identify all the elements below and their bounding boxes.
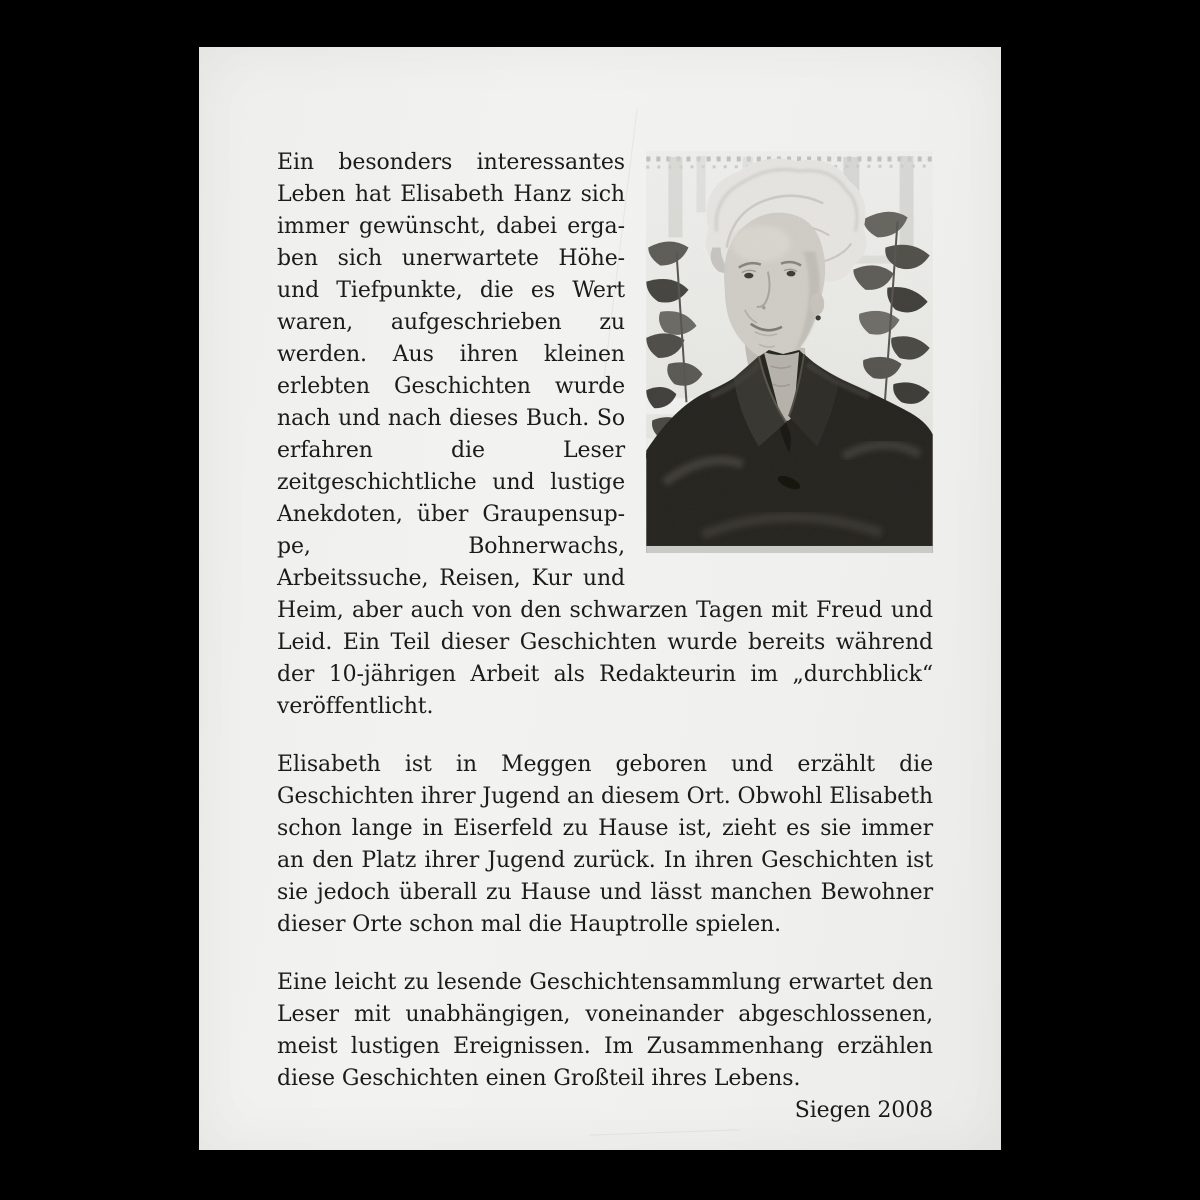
closing-paragraph: Eine leicht zu lesende Geschichtensammlung erwartet den Leser mit unabhängigen, voneinander abgeschlossenen, meist lustigen Ereignissen. Im Zusammenhang erzählen diese Geschichten einen Großteil ihres Lebens. <box>277 970 933 1091</box>
intro-paragraph: Ein besonders interessantes Leben hat Elisabeth Hanz sich immer gewünscht, dabei ergaben sich unerwartete Höhe- und Tiefpunkte, die es Wert waren, aufgeschrieben zu werden. Aus ihren kleinen erlebten Geschichten wurde nach und nach dieses Buch. So erfahren die Leser zeitgeschichtliche und lustige Anekdoten, über Graupensuppe, Bohnerwachs, Arbeitssuche, Reisen, Kur und Heim, aber auch von den schwarzen Tagen mit Freud und Leid. Ein Teil dieser Geschichten wurde bereits während der 10-jährigen Arbeit als Redakteurin im „durchblick“ veröffentlicht. <box>277 150 933 719</box>
origin-paragraph: Elisabeth ist in Meggen geboren und erzählt die Geschichten ihrer Jugend an diesem Ort. Obwohl Elisabeth schon lange in Eiserfeld zu Hause ist, zieht es sie immer an den Platz ihrer Jugend zurück. In ihren Geschichten ist sie jedoch überall zu Hause und lässt manchen Bewohner dieser Orte schon mal die Hauptrolle spielen. <box>277 752 933 937</box>
portrait-photo-art <box>646 151 933 553</box>
portrait-photo <box>646 151 933 553</box>
place-date-signature: Siegen 2008 <box>794 1098 933 1123</box>
page-content <box>277 147 933 1127</box>
scan-scratch <box>589 1129 739 1135</box>
photo-grain <box>646 151 932 553</box>
book-page <box>199 47 1001 1150</box>
